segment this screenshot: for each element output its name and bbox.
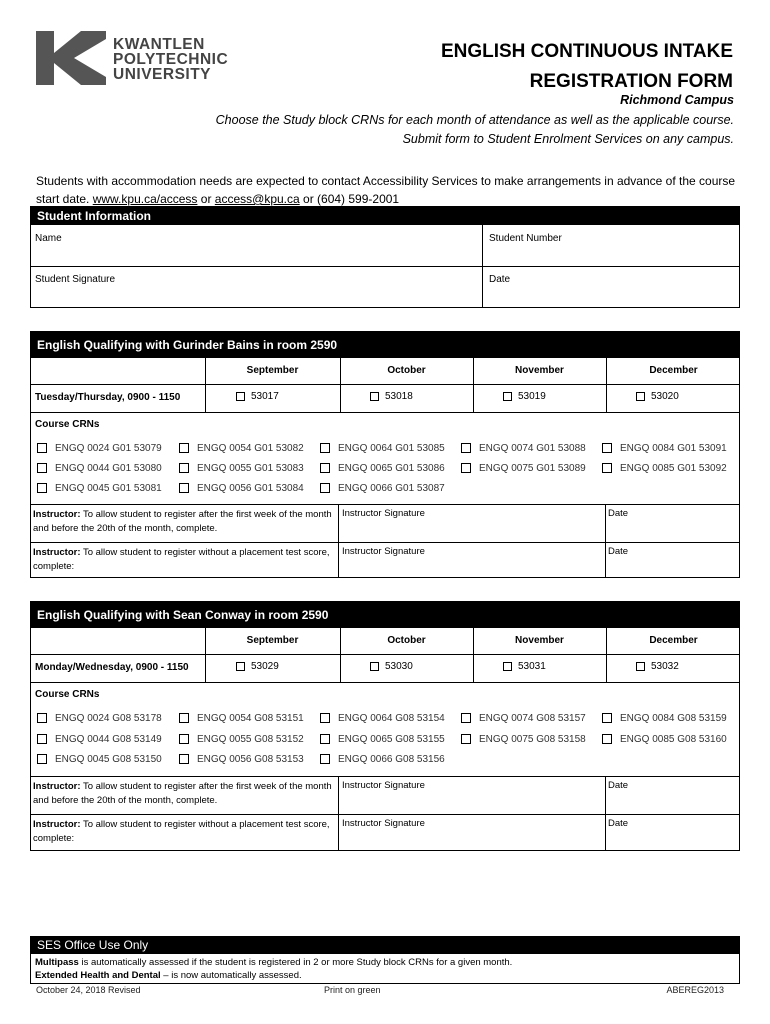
s1-course-crns-label: Course CRNs xyxy=(35,419,100,430)
s2-month-november: November xyxy=(515,635,564,646)
s1-course-checkbox[interactable]: ENGQ 0064 G01 53085 xyxy=(320,443,445,454)
s2-crn-december[interactable]: 53032 xyxy=(636,661,679,672)
s1-course-checkbox[interactable]: ENGQ 0074 G01 53088 xyxy=(461,443,586,454)
s2-course-checkbox[interactable]: ENGQ 0054 G08 53151 xyxy=(179,713,304,724)
section2-header: English Qualifying with Sean Conway in room 2590 xyxy=(31,602,739,628)
section-sean-conway xyxy=(30,601,740,851)
s1-month-october: October xyxy=(387,365,426,376)
s1-instructor-signature-1[interactable]: Instructor Signature xyxy=(342,508,425,519)
s2-crn-october[interactable]: 53030 xyxy=(370,661,413,672)
health-dental-note: Extended Health and Dental – is now automatically assessed. xyxy=(35,970,302,981)
s1-course-checkbox[interactable]: ENGQ 0024 G01 53079 xyxy=(37,443,162,454)
student-signature-label: Student Signature xyxy=(35,274,116,285)
s2-course-checkbox[interactable]: ENGQ 0055 G08 53152 xyxy=(179,734,304,745)
s1-course-checkbox[interactable]: ENGQ 0085 G01 53092 xyxy=(602,463,727,474)
s1-month-december: December xyxy=(649,365,698,376)
section1-header: English Qualifying with Gurinder Bains in room 2590 xyxy=(31,332,739,358)
s2-schedule: Monday/Wednesday, 0900 - 1150 xyxy=(35,662,189,673)
multipass-note: Multipass is automatically assessed if the student is registered in 2 or more Study block CRNs for a given month. xyxy=(35,957,513,968)
s2-month-december: December xyxy=(649,635,698,646)
accessibility-notice: Students with accommodation needs are expected to contact Accessibility Services to make arrangements in advance of the course start date. www.kpu.ca/access or access@kpu.ca or (604) 599-2001 xyxy=(36,174,736,206)
s1-instructor-signature-2[interactable]: Instructor Signature xyxy=(342,546,425,557)
s2-course-checkbox[interactable]: ENGQ 0084 G08 53159 xyxy=(602,713,727,724)
ses-office-section xyxy=(30,936,740,984)
s1-crn-september[interactable]: 53017 xyxy=(236,391,279,402)
s2-course-checkbox[interactable]: ENGQ 0024 G08 53178 xyxy=(37,713,162,724)
s1-instructor-note-late: Instructor: To allow student to register after the first week of the month and before the 20th of the month, complete. xyxy=(33,509,332,534)
s2-instructor-note-late: Instructor: To allow student to register after the first week of the month and before the 20th of the month, complete. xyxy=(33,781,332,806)
s2-crn-september[interactable]: 53029 xyxy=(236,661,279,672)
s1-month-september: September xyxy=(246,365,299,376)
form-instructions: Choose the Study block CRNs for each month of attendance as well as the applicable course. Submit form to Student Enrolment Services on any campus. xyxy=(215,113,734,146)
kpu-logo-mark xyxy=(36,31,106,85)
s1-course-checkbox[interactable]: ENGQ 0084 G01 53091 xyxy=(602,443,727,454)
s1-month-november: November xyxy=(515,365,564,376)
s1-crn-december[interactable]: 53020 xyxy=(636,391,679,402)
student-info-header: Student Information xyxy=(31,207,739,225)
s2-course-checkbox[interactable]: ENGQ 0085 G08 53160 xyxy=(602,734,727,745)
form-title: ENGLISH CONTINUOUS INTAKE REGISTRATION FORM xyxy=(440,41,733,92)
s1-date-1[interactable]: Date xyxy=(608,508,629,519)
kpu-logo-text: KWANTLEN POLYTECHNIC UNIVERSITY xyxy=(113,36,229,83)
s2-crn-november[interactable]: 53031 xyxy=(503,661,546,672)
s2-date-2[interactable]: Date xyxy=(608,818,629,829)
s2-course-checkbox[interactable]: ENGQ 0045 G08 53150 xyxy=(37,754,162,765)
s1-course-checkbox[interactable]: ENGQ 0075 G01 53089 xyxy=(461,463,586,474)
access-email-link[interactable]: access@kpu.ca xyxy=(214,192,300,206)
student-number-label: Student Number xyxy=(489,233,562,244)
s2-instructor-note-placement: Instructor: To allow student to register without a placement test score, complete: xyxy=(33,819,330,844)
form-code: ABEREG2013 xyxy=(666,985,724,995)
s1-course-checkbox[interactable]: ENGQ 0055 G01 53083 xyxy=(179,463,304,474)
s2-course-checkbox[interactable]: ENGQ 0074 G08 53157 xyxy=(461,713,586,724)
s2-course-checkbox[interactable]: ENGQ 0075 G08 53158 xyxy=(461,734,586,745)
s1-course-checkbox[interactable]: ENGQ 0045 G01 53081 xyxy=(37,483,162,494)
ses-office-header: SES Office Use Only xyxy=(31,937,739,954)
s1-crn-november[interactable]: 53019 xyxy=(503,391,546,402)
student-info-section xyxy=(30,206,740,308)
s2-instructor-signature-1[interactable]: Instructor Signature xyxy=(342,780,425,791)
s2-course-crns-label: Course CRNs xyxy=(35,689,100,700)
s1-course-checkbox[interactable]: ENGQ 0054 G01 53082 xyxy=(179,443,304,454)
s2-instructor-signature-2[interactable]: Instructor Signature xyxy=(342,818,425,829)
s2-course-checkbox[interactable]: ENGQ 0066 G08 53156 xyxy=(320,754,445,765)
print-on-green: Print on green xyxy=(324,985,381,995)
s2-course-checkbox[interactable]: ENGQ 0064 G08 53154 xyxy=(320,713,445,724)
s1-course-checkbox[interactable]: ENGQ 0044 G01 53080 xyxy=(37,463,162,474)
s1-crn-october[interactable]: 53018 xyxy=(370,391,413,402)
s2-course-checkbox[interactable]: ENGQ 0065 G08 53155 xyxy=(320,734,445,745)
s2-course-checkbox[interactable]: ENGQ 0056 G08 53153 xyxy=(179,754,304,765)
s1-date-2[interactable]: Date xyxy=(608,546,629,557)
access-website-link[interactable]: www.kpu.ca/access xyxy=(92,192,198,206)
s2-date-1[interactable]: Date xyxy=(608,780,629,791)
s1-schedule: Tuesday/Thursday, 0900 - 1150 xyxy=(35,392,181,403)
s1-instructor-note-placement: Instructor: To allow student to register without a placement test score, complete: xyxy=(33,547,330,572)
revised-date: October 24, 2018 Revised xyxy=(36,985,141,995)
s2-month-september: September xyxy=(246,635,299,646)
section-gurinder-bains xyxy=(30,331,740,578)
s2-course-checkbox[interactable]: ENGQ 0044 G08 53149 xyxy=(37,734,162,745)
s1-course-checkbox[interactable]: ENGQ 0056 G01 53084 xyxy=(179,483,304,494)
s1-course-checkbox[interactable]: ENGQ 0065 G01 53086 xyxy=(320,463,445,474)
student-date-label: Date xyxy=(489,274,511,285)
s1-course-checkbox[interactable]: ENGQ 0066 G01 53087 xyxy=(320,483,445,494)
name-label: Name xyxy=(35,233,62,244)
campus-label: Richmond Campus xyxy=(620,93,734,107)
s2-month-october: October xyxy=(387,635,426,646)
